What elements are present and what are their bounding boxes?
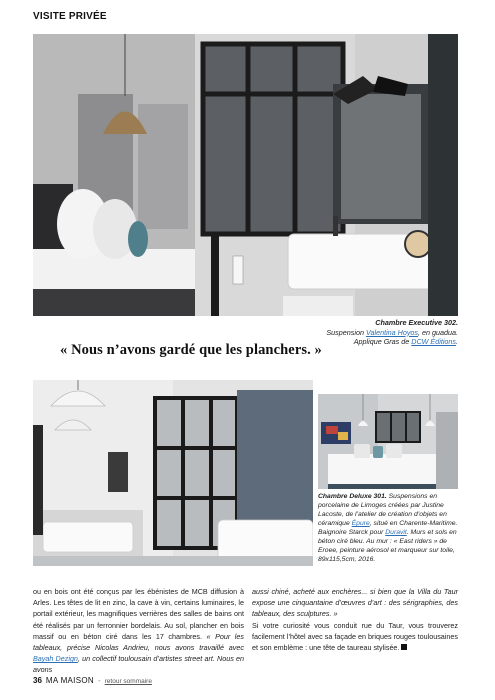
caption-deluxe-301	[318, 492, 460, 564]
magazine-name: MA MAISON	[45, 676, 94, 685]
footer-separator: -	[97, 676, 101, 685]
caption-text: .	[456, 337, 458, 346]
bedroom-bathroom-image	[33, 34, 458, 316]
link-bayah-dezign[interactable]: Bayah Dezign	[33, 654, 78, 664]
body-quote: , un collectif toulousain d’artistes street art. Nous en avons	[33, 654, 244, 675]
link-duravit[interactable]: Duravit	[385, 529, 407, 536]
link-epure[interactable]: Épure	[351, 520, 370, 527]
photo-deluxe-301	[318, 394, 458, 489]
body-quote: « Pour les tableaux, précise Nicolas Andrieu, nous avons travaillé avec	[33, 631, 244, 653]
link-valentina-hoyos[interactable]: Valentina Hoyos	[365, 327, 419, 337]
page-footer	[33, 676, 152, 685]
caption-title: Chambre Deluxe 301.	[318, 493, 387, 500]
section-label: VISITE PRIVÉE	[33, 11, 107, 22]
caption-text: , en guadua.	[418, 327, 458, 337]
link-dcw-editions[interactable]: DCW Éditions	[411, 337, 456, 346]
caption-text: Suspensions en porcelaine de Limoges créées par Justine Lacoste, de l’atelier de création d’objets en céramique	[318, 493, 447, 527]
caption-text: Suspension	[326, 327, 366, 337]
bathroom-image	[33, 380, 313, 566]
caption-text: , situé en Charente-Maritime. Baignoire Starck pour	[318, 520, 458, 536]
body-quote: aussi chiné, acheté aux enchères... si bien que la Villa du Taur expose une cinquantaine d’œuvres d’art : des sérigraphies, des tableaux, des sculptures. »	[252, 587, 458, 619]
body-column-1	[33, 586, 244, 676]
end-mark-icon	[401, 644, 407, 650]
deluxe-room-image	[318, 394, 458, 489]
caption-text: . Murs et sols en béton ciré bleu. Au mur : « East riders » de Eroee, peinture aérosol et marqueur sur toile, 89x115,5cm, 2016.	[318, 529, 457, 563]
page-number: 36	[33, 676, 42, 685]
back-to-contents-link[interactable]: retour sommaire	[104, 678, 152, 685]
caption-text: Applique Gras de	[353, 337, 412, 346]
photo-bathroom	[33, 380, 313, 566]
body-text: ou en bois ont été conçus par les ébénistes de MCB diffusion à Arles. Les têtes de lit en zinc, la cave à vin, certains luminaires, le portail extérieur, les magnifiques verrières des salles de bains ont été réalisés par un ferronnier bordelais. Au sol, plancher en bois massif ou en béton ciré dans les 17 chambres.	[33, 587, 244, 641]
body-text: Si votre curiosité vous conduit rue du Taur, vous trouverez facilement l’hôtel avec sa façade en briques rouges toulousaines et son emblème : une tête de taureau stylisée.	[252, 620, 458, 653]
pull-quote: « Nous n’avons gardé que les planchers. »	[60, 342, 322, 358]
body-column-2	[252, 586, 458, 653]
photo-executive-302	[33, 34, 458, 316]
caption-title: Chambre Executive 302.	[375, 318, 458, 327]
